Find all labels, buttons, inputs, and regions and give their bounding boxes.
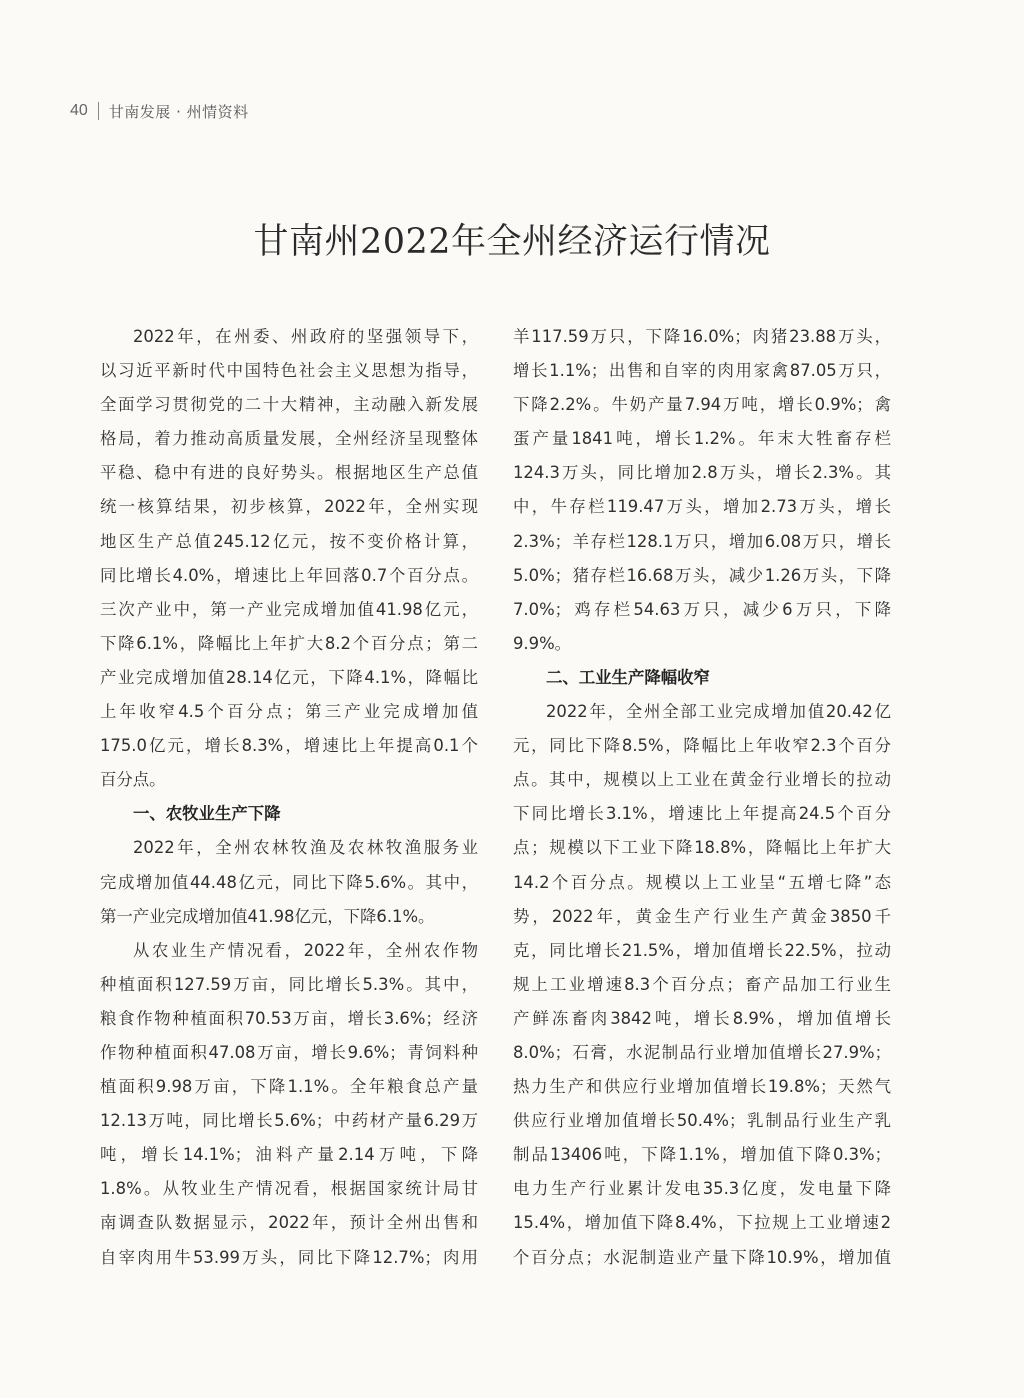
text-line: 5.0%；猪存栏16.68万头，减少1.26万头，下降 bbox=[513, 565, 891, 585]
right-column bbox=[513, 320, 891, 1275]
section-heading: 二、工业生产降幅收窄 bbox=[546, 667, 710, 687]
text-line: 1.8%。从牧业生产情况看，根据国家统计局甘 bbox=[100, 1179, 478, 1199]
text-line: 下同比增长3.1%，增速比上年提高24.5个百分 bbox=[513, 804, 891, 824]
text-line: 8.0%；石膏，水泥制品行业增加值增长27.9%； bbox=[513, 1042, 891, 1062]
text-line: 规上工业增速8.3个百分点；畜产品加工行业生 bbox=[513, 974, 891, 994]
header-divider bbox=[98, 102, 99, 120]
text-line: 粮食作物种植面积70.53万亩，增长3.6%；经济 bbox=[100, 1008, 478, 1028]
text-line: 上年收窄4.5个百分点；第三产业完成增加值 bbox=[100, 702, 478, 722]
text-line: 下降2.2%。牛奶产量7.94万吨，增长0.9%；禽 bbox=[513, 395, 891, 415]
text-line: 元，同比下降8.5%，降幅比上年收窄2.3个百分 bbox=[513, 736, 891, 756]
text-line: 12.13万吨，同比增长5.6%；中药材产量6.29万 bbox=[100, 1111, 478, 1131]
text-line: 个百分点；水泥制造业产量下降10.9%，增加值 bbox=[513, 1247, 891, 1267]
text-line: 平稳、稳中有进的良好势头。根据地区生产总值 bbox=[100, 463, 478, 483]
text-line: 热力生产和供应行业增加值增长19.8%；天然气 bbox=[513, 1077, 891, 1097]
text-line: 羊117.59万只，下降16.0%；肉猪23.88万头， bbox=[513, 327, 891, 346]
text-line: 完成增加值44.48亿元，同比下降5.6%。其中， bbox=[100, 872, 478, 892]
text-line: 种植面积127.59万亩，同比增长5.3%。其中， bbox=[100, 974, 478, 994]
section-heading: 一、农牧业生产下降 bbox=[133, 804, 281, 824]
publication-name: 甘南发展 · 州情资料 bbox=[108, 102, 249, 121]
text-line: 产鲜冻畜肉3842吨，增长8.9%，增加值增长 bbox=[513, 1008, 891, 1028]
text-line: 供应行业增加值增长50.4%；乳制品行业生产乳 bbox=[513, 1111, 891, 1131]
text-line: 175.0亿元，增长8.3%，增速比上年提高0.1个 bbox=[100, 736, 478, 756]
text-line: 地区生产总值245.12亿元，按不变价格计算， bbox=[100, 531, 478, 551]
text-line: 点。其中，规模以上工业在黄金行业增长的拉动 bbox=[513, 770, 891, 790]
text-line: 2.3%；羊存栏128.1万只，增加6.08万只，增长 bbox=[513, 531, 891, 551]
left-column bbox=[100, 320, 478, 1275]
article-title: 甘南州2022年全州经济运行情况 bbox=[253, 222, 771, 262]
text-line: 下降6.1%，降幅比上年扩大8.2个百分点；第二 bbox=[100, 633, 478, 653]
text-line: 蛋产量1841吨，增长1.2%。年末大牲畜存栏 bbox=[513, 429, 891, 449]
text-line: 15.4%，增加值下降8.4%，下拉规上工业增速2 bbox=[513, 1213, 891, 1233]
text-line: 格局，着力推动高质量发展，全州经济呈现整体 bbox=[100, 429, 478, 449]
text-line: 2022年，在州委、州政府的坚强领导下， bbox=[133, 327, 478, 346]
text-line: 124.3万头，同比增加2.8万头，增长2.3%。其 bbox=[513, 463, 891, 483]
text-line: 产业完成增加值28.14亿元，下降4.1%，降幅比 bbox=[100, 667, 478, 687]
text-line: 全面学习贯彻党的二十大精神，主动融入新发展 bbox=[100, 395, 478, 415]
text-line: 同比增长4.0%，增速比上年回落0.7个百分点。 bbox=[100, 565, 478, 585]
text-line: 制品13406吨，下降1.1%，增加值下降0.3%； bbox=[513, 1145, 891, 1165]
text-line: 作物种植面积47.08万亩，增长9.6%；青饲料种 bbox=[100, 1042, 478, 1062]
text-line: 南调查队数据显示，2022年，预计全州出售和 bbox=[100, 1213, 478, 1233]
text-line: 以习近平新时代中国特色社会主义思想为指导， bbox=[100, 361, 478, 381]
text-line: 增长1.1%；出售和自宰的肉用家禽87.05万只， bbox=[513, 361, 891, 381]
text-line: 自宰肉用牛53.99万头，同比下降12.7%；肉用 bbox=[100, 1247, 478, 1267]
page-number: 40 bbox=[70, 102, 88, 119]
text-line: 9.9%。 bbox=[513, 633, 572, 653]
text-line: 14.2个百分点。规模以上工业呈“五增七降”态 bbox=[513, 872, 891, 892]
text-line: 点；规模以下工业下降18.8%，降幅比上年扩大 bbox=[513, 838, 891, 858]
text-line: 三次产业中，第一产业完成增加值41.98亿元， bbox=[100, 599, 478, 619]
text-line: 从农业生产情况看，2022年，全州农作物 bbox=[133, 940, 478, 960]
text-line: 电力生产行业累计发电35.3亿度，发电量下降 bbox=[513, 1179, 891, 1199]
text-line: 2022年，全州全部工业完成增加值20.42亿 bbox=[546, 702, 891, 722]
text-line: 势，2022年，黄金生产行业生产黄金3850千 bbox=[513, 906, 891, 926]
text-line: 吨，增长14.1%；油料产量2.14万吨，下降 bbox=[100, 1145, 478, 1165]
text-line: 7.0%；鸡存栏54.63万只，减少6万只，下降 bbox=[513, 599, 891, 619]
running-header bbox=[70, 99, 249, 123]
text-line: 百分点。 bbox=[100, 770, 166, 790]
text-line: 克，同比增长21.5%，增加值增长22.5%，拉动 bbox=[513, 940, 891, 960]
text-line: 中，牛存栏119.47万头，增加2.73万头，增长 bbox=[513, 497, 891, 517]
text-line: 第一产业完成增加值41.98亿元，下降6.1%。 bbox=[100, 906, 435, 926]
text-line: 统一核算结果，初步核算，2022年，全州实现 bbox=[100, 497, 478, 517]
text-line: 植面积9.98万亩，下降1.1%。全年粮食总产量 bbox=[100, 1077, 478, 1097]
text-line: 2022年，全州农林牧渔及农林牧渔服务业 bbox=[133, 838, 478, 858]
